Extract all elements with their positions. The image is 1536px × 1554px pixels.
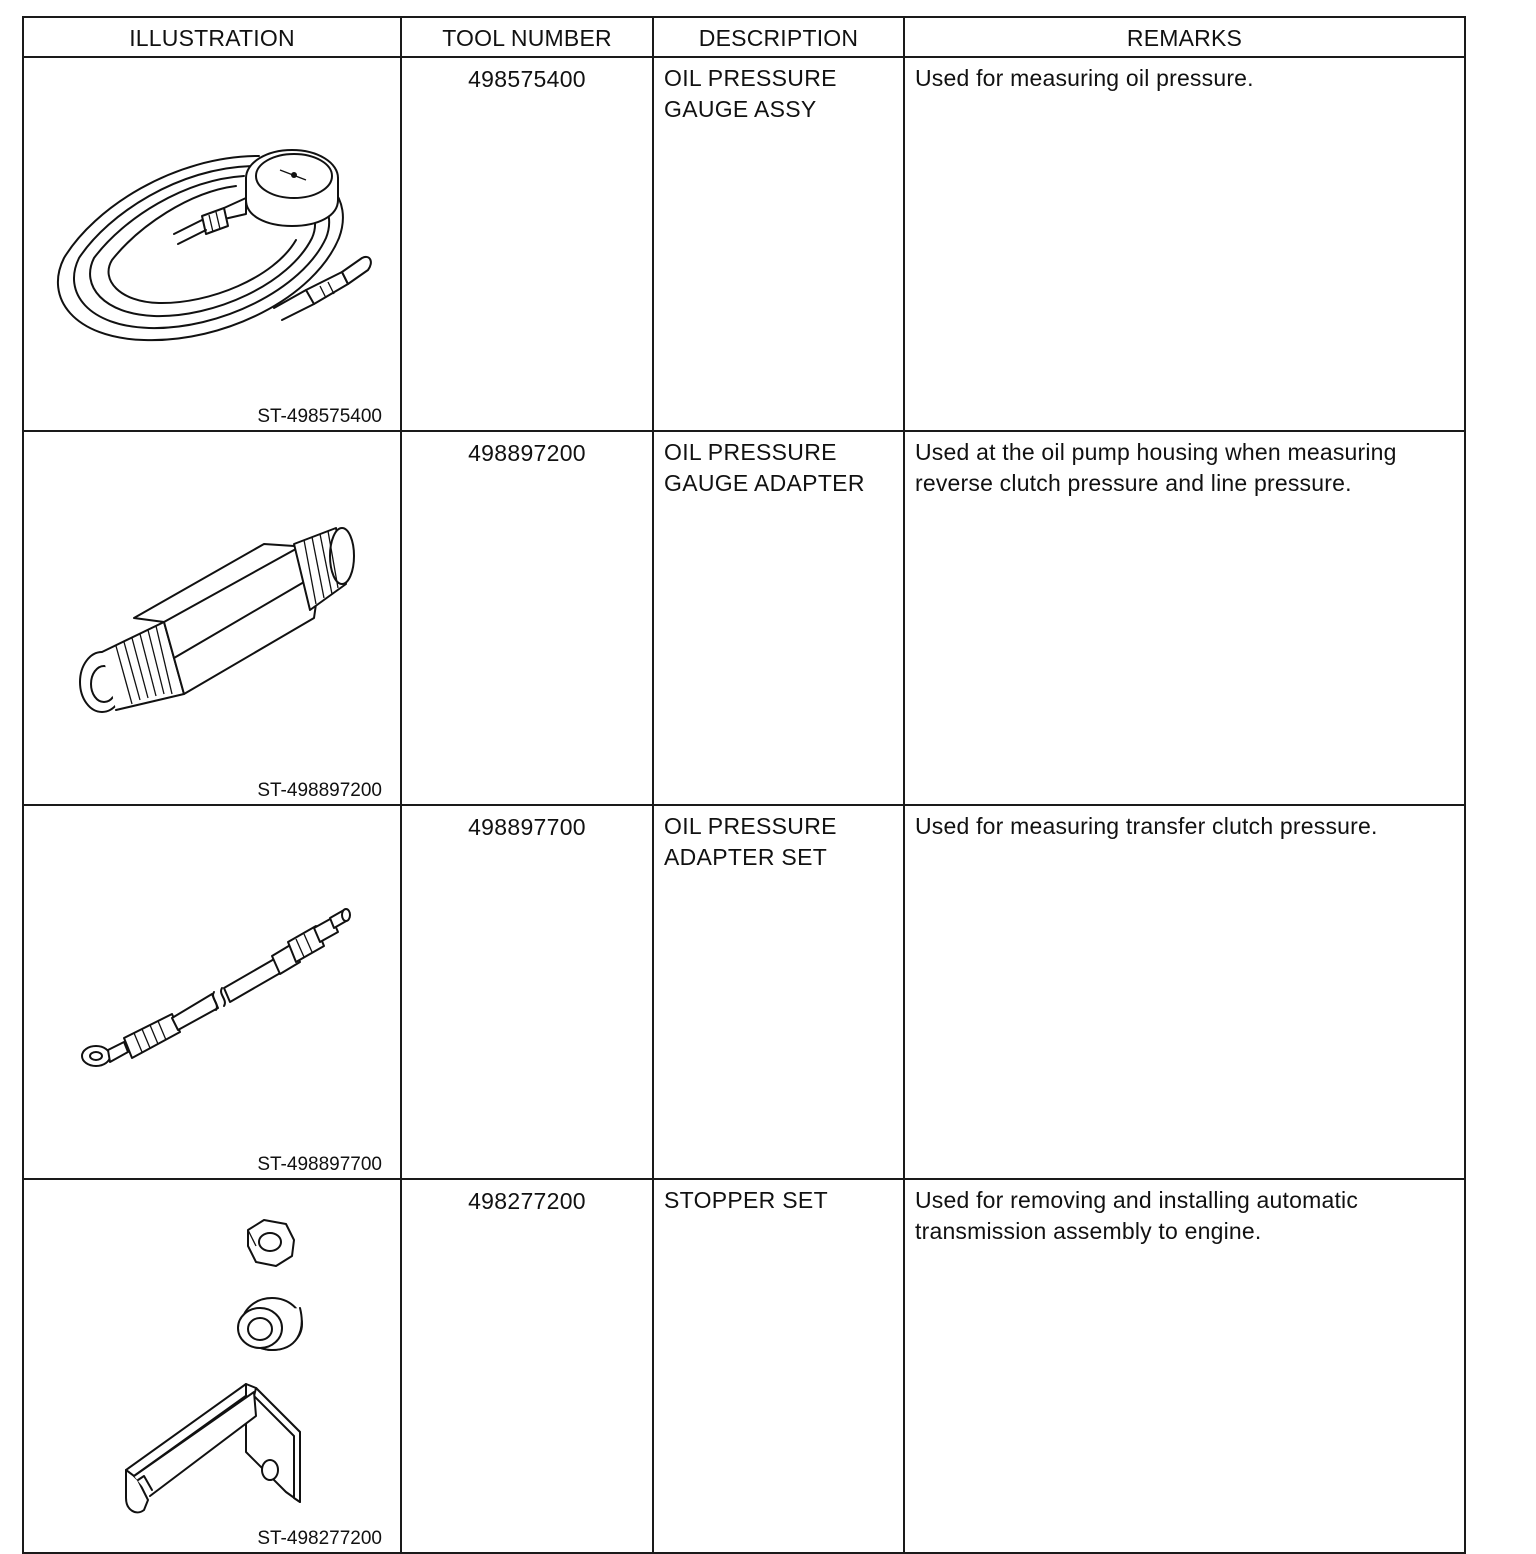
remarks-line: transmission assembly to engine.: [915, 1218, 1262, 1244]
header-description: DESCRIPTION: [653, 17, 904, 57]
header-tool-number: TOOL NUMBER: [401, 17, 653, 57]
description: [653, 431, 904, 805]
remarks: [904, 1179, 1465, 1553]
table-row: [23, 57, 1465, 431]
illustration-cell: [23, 1179, 401, 1553]
description-line: GAUGE ASSY: [664, 96, 817, 122]
description-line: OIL PRESSURE: [664, 439, 837, 465]
remarks-line: Used at the oil pump housing when measuring: [915, 439, 1397, 465]
remarks-line: Used for measuring oil pressure.: [915, 65, 1254, 91]
remarks-line: Used for removing and installing automatic: [915, 1187, 1359, 1213]
description-line: OIL PRESSURE: [664, 65, 837, 91]
table-row: [23, 1179, 1465, 1553]
illustration-caption: ST-498897700: [257, 1154, 382, 1175]
table-row: [23, 431, 1465, 805]
tool-number: 498277200: [401, 1179, 653, 1553]
oil-pressure-gauge-icon: [24, 58, 400, 422]
description-line: STOPPER SET: [664, 1187, 828, 1213]
illustration-cell: [23, 805, 401, 1179]
remarks: [904, 57, 1465, 431]
table-row: [23, 805, 1465, 1179]
remarks: [904, 805, 1465, 1179]
description: [653, 1179, 904, 1553]
remarks-line: Used for measuring transfer clutch pressure.: [915, 813, 1378, 839]
remarks: [904, 431, 1465, 805]
description-line: OIL PRESSURE: [664, 813, 837, 839]
illustration-cell: [23, 57, 401, 431]
header-remarks: REMARKS: [904, 17, 1465, 57]
illustration-caption: ST-498897200: [257, 780, 382, 801]
illustration-caption: ST-498277200: [257, 1528, 382, 1549]
tool-number: 498575400: [401, 57, 653, 431]
stopper-set-icon: [24, 1180, 400, 1544]
header-illustration: ILLUSTRATION: [23, 17, 401, 57]
description: [653, 805, 904, 1179]
tool-number: 498897200: [401, 431, 653, 805]
special-tools-table: [22, 16, 1466, 1554]
description-line: GAUGE ADAPTER: [664, 470, 865, 496]
gauge-adapter-icon: [24, 432, 400, 796]
illustration-caption: ST-498575400: [257, 406, 382, 427]
remarks-line: reverse clutch pressure and line pressure.: [915, 470, 1352, 496]
description-line: ADAPTER SET: [664, 844, 828, 870]
adapter-set-icon: [24, 806, 400, 1170]
header-row: [23, 17, 1465, 57]
tool-number: 498897700: [401, 805, 653, 1179]
description: [653, 57, 904, 431]
illustration-cell: [23, 431, 401, 805]
